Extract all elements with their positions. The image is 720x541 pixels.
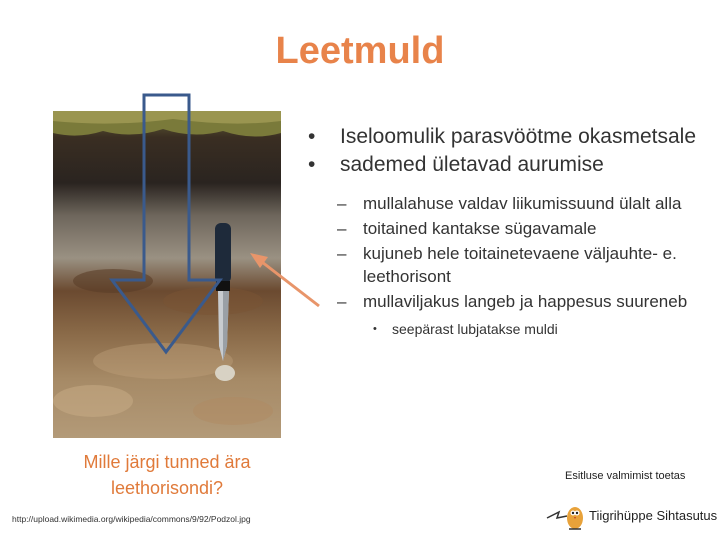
- bullet-marker: •: [308, 125, 316, 148]
- sub-bullet-text: mullaviljakus langeb ja happesus suureneb: [363, 292, 688, 311]
- bullet-text: sademed ületavad aurumise: [340, 153, 604, 176]
- dash-marker: –: [337, 244, 347, 263]
- sub-bullet-item: [303, 290, 713, 313]
- logo-text: Tiigrihüppe Sihtasutus: [589, 508, 718, 523]
- source-link[interactable]: http://upload.wikimedia.org/wikipedia/commons/9/92/Podzol.jpg: [12, 514, 251, 524]
- bullet-marker: •: [308, 153, 316, 176]
- question-text: Mille järgi tunned ära leethorisondi?: [83, 452, 251, 498]
- dash-marker: –: [337, 292, 347, 311]
- slide-title: Leetmuld: [275, 30, 445, 72]
- dash-marker: –: [337, 219, 347, 238]
- sub-bullet-item: [303, 217, 713, 240]
- bullet-item: [303, 124, 713, 150]
- bullet-list: [303, 124, 713, 339]
- bird-logo-icon: [545, 496, 589, 536]
- sub-bullet-item: [303, 242, 713, 288]
- sub-sub-bullet-item: [303, 319, 713, 339]
- credit-text: Esitluse valmimist toetas: [565, 470, 686, 482]
- podzol-soil-photo: [53, 111, 281, 438]
- sub-bullet-item: [303, 192, 713, 215]
- dash-marker: –: [337, 194, 347, 213]
- bullet-item: [303, 152, 713, 178]
- bullet-text: Iseloomulik parasvöötme okasmetsale: [340, 125, 696, 148]
- bullet-marker: •: [373, 323, 377, 335]
- sub-bullet-text: mullalahuse valdav liikumissuund ülalt alla: [363, 194, 682, 213]
- sub-bullet-text: kujuneb hele toitainetevaene väljauhte- e. leethorisont: [363, 244, 677, 286]
- sponsor-logo: [545, 496, 718, 536]
- sub-sub-bullet-text: seepärast lubjatakse muldi: [392, 321, 558, 337]
- sub-bullet-text: toitained kantakse sügavamale: [363, 219, 597, 238]
